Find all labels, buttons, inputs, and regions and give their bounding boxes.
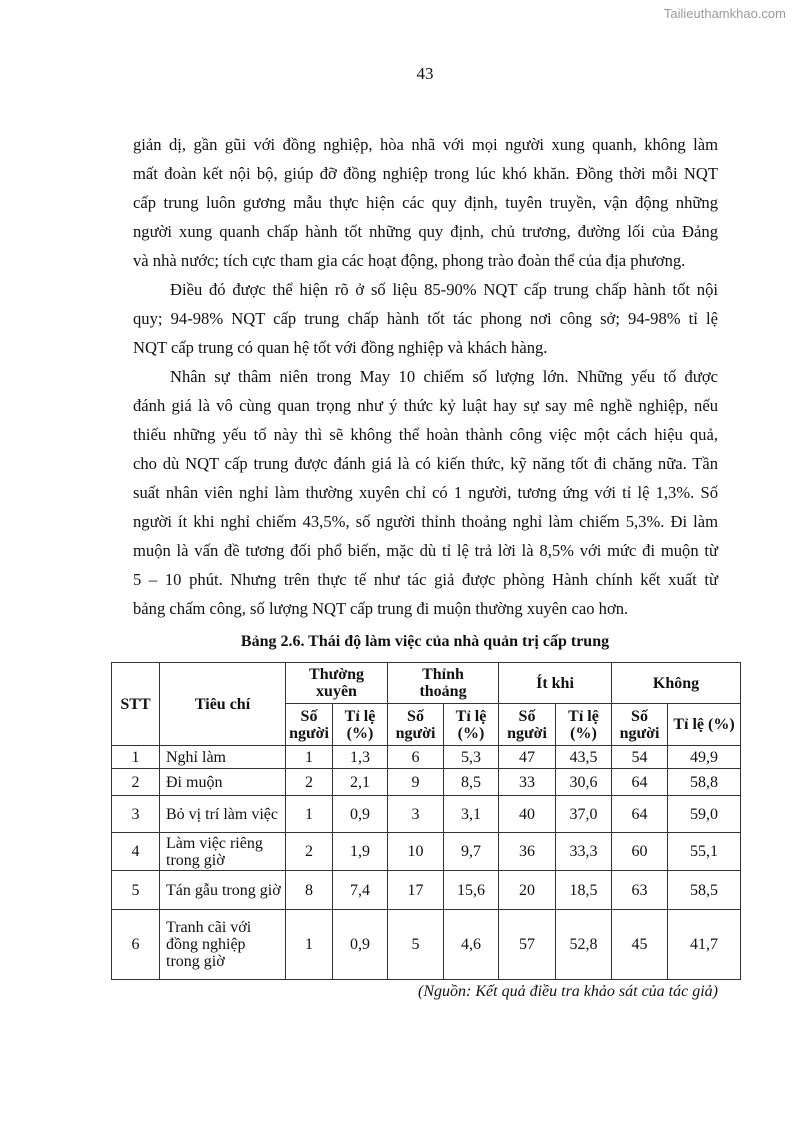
- cell-value: 57: [499, 910, 556, 980]
- table-row: [112, 871, 741, 910]
- page-number: 43: [416, 64, 434, 83]
- text-line: Nhân sự thâm niên trong May 10 chiếm số lượng lớn. Những yếu tố được: [170, 367, 718, 386]
- subheader-count: Số người: [499, 704, 556, 746]
- cell-value: 54: [612, 746, 668, 769]
- cell-value: 45: [612, 910, 668, 980]
- cell-stt: 3: [112, 796, 160, 833]
- subheader-rate: Tỉ lệ (%): [333, 704, 388, 746]
- cell-value: 4,6: [444, 910, 499, 980]
- cell-value: 63: [612, 871, 668, 910]
- cell-value: 7,4: [333, 871, 388, 910]
- cell-value: 47: [499, 746, 556, 769]
- text-line: NQT cấp trung có quan hệ tốt với đồng nghiệp và khách hàng.: [133, 338, 548, 357]
- cell-value: 37,0: [556, 796, 612, 833]
- cell-value: 64: [612, 796, 668, 833]
- cell-value: 60: [612, 833, 668, 871]
- subheader-rate: Tỉ lệ (%): [556, 704, 612, 746]
- cell-stt: 6: [112, 910, 160, 980]
- header-group: Ít khi: [499, 663, 612, 704]
- cell-stt: 5: [112, 871, 160, 910]
- cell-stt: 1: [112, 746, 160, 769]
- text-line: người ít khi nghỉ chiếm 43,5%, số người thỉnh thoảng nghỉ làm chiếm 5,3%. Đi làm: [133, 512, 718, 531]
- header-criteria: Tiêu chí: [160, 663, 286, 746]
- cell-value: 36: [499, 833, 556, 871]
- cell-value: 1: [286, 796, 333, 833]
- table-source: (Nguồn: Kết quả điều tra khảo sát của tác giả): [418, 983, 718, 1000]
- cell-value: 9: [388, 769, 444, 796]
- subheader-rate: Tỉ lệ (%): [668, 704, 741, 746]
- header-group: Thường xuyên: [286, 663, 388, 704]
- cell-value: 55,1: [668, 833, 741, 871]
- cell-value: 2,1: [333, 769, 388, 796]
- watermark: Tailieuthamkhao.com: [663, 6, 786, 21]
- cell-value: 18,5: [556, 871, 612, 910]
- subheader-count: Số người: [388, 704, 444, 746]
- text-line: muộn là vấn đề tương đối phổ biến, mặc dù tỉ lệ trả lời là 8,5% với mức đi muộn từ: [133, 541, 718, 560]
- cell-value: 2: [286, 833, 333, 871]
- cell-value: 33,3: [556, 833, 612, 871]
- cell-value: 5,3: [444, 746, 499, 769]
- subheader-rate: Tỉ lệ (%): [444, 704, 499, 746]
- cell-value: 15,6: [444, 871, 499, 910]
- cell-value: 58,8: [668, 769, 741, 796]
- subheader-count: Số người: [286, 704, 333, 746]
- text-line: cho dù NQT cấp trung được đánh giá là có kiến thức, kỹ năng tốt đi chăng nữa. Tần: [133, 454, 718, 473]
- cell-value: 52,8: [556, 910, 612, 980]
- cell-value: 64: [612, 769, 668, 796]
- cell-value: 40: [499, 796, 556, 833]
- cell-value: 3,1: [444, 796, 499, 833]
- header-stt: STT: [112, 663, 160, 746]
- text-line: 5 – 10 phút. Nhưng trên thực tế như tác giả được phòng Hành chính kết xuất từ: [133, 570, 718, 589]
- cell-criteria: Bỏ vị trí làm việc: [160, 796, 286, 833]
- attitude-table: [111, 662, 741, 980]
- text-line: cấp trung luôn gương mẫu thực hiện các quy định, tuyên truyền, vận động những: [133, 193, 718, 212]
- table-row: [112, 796, 741, 833]
- cell-value: 58,5: [668, 871, 741, 910]
- text-line: thiếu những yếu tố này thì sẽ không thể hoàn thành công việc một cách hiệu quả,: [133, 425, 718, 444]
- cell-value: 1,9: [333, 833, 388, 871]
- cell-value: 1: [286, 910, 333, 980]
- table-caption: Bảng 2.6. Thái độ làm việc của nhà quản trị cấp trung: [240, 633, 610, 650]
- paragraph: [133, 362, 718, 623]
- cell-value: 3: [388, 796, 444, 833]
- cell-value: 0,9: [333, 910, 388, 980]
- text-line: đánh giá là vô cùng quan trọng như ý thức kỷ luật hay sự say mê nghề nghiệp, nếu: [133, 396, 718, 415]
- text-line: bảng chấm công, số lượng NQT cấp trung đi muộn thường xuyên cao hơn.: [133, 599, 629, 618]
- cell-value: 2: [286, 769, 333, 796]
- text-line: suất nhân viên nghỉ làm thường xuyên chỉ có 1 người, tương ứng với tỉ lệ 1,3%. Số: [133, 483, 718, 502]
- table-row: [112, 769, 741, 796]
- cell-value: 41,7: [668, 910, 741, 980]
- cell-criteria: Đi muộn: [160, 769, 286, 796]
- cell-value: 10: [388, 833, 444, 871]
- cell-value: 6: [388, 746, 444, 769]
- table-row: [112, 910, 741, 980]
- cell-value: 8: [286, 871, 333, 910]
- cell-value: 30,6: [556, 769, 612, 796]
- cell-value: 33: [499, 769, 556, 796]
- table-row: [112, 746, 741, 769]
- cell-value: 20: [499, 871, 556, 910]
- paragraph: [133, 130, 718, 275]
- cell-value: 9,7: [444, 833, 499, 871]
- header-group: Thỉnh thoảng: [388, 663, 499, 704]
- cell-criteria: Nghỉ làm: [160, 746, 286, 769]
- cell-criteria: Tranh cãi với đồng nghiệp trong giờ: [160, 910, 286, 980]
- text-line: và nhà nước; tích cực tham gia các hoạt động, phong trào đoàn thể của địa phương.: [133, 251, 686, 270]
- cell-value: 8,5: [444, 769, 499, 796]
- text-line: giản dị, gần gũi với đồng nghiệp, hòa nhã với mọi người xung quanh, không làm: [133, 135, 718, 154]
- cell-stt: 2: [112, 769, 160, 796]
- cell-stt: 4: [112, 833, 160, 871]
- cell-criteria: Tán gẫu trong giờ: [160, 871, 286, 910]
- cell-value: 17: [388, 871, 444, 910]
- header-group: Không: [612, 663, 741, 704]
- cell-value: 59,0: [668, 796, 741, 833]
- table-row: [112, 833, 741, 871]
- cell-value: 1: [286, 746, 333, 769]
- body-text: [133, 130, 718, 623]
- text-line: mất đoàn kết nội bộ, giúp đỡ đồng nghiệp trong lúc khó khăn. Đồng thời mỗi NQT: [133, 164, 718, 183]
- cell-value: 43,5: [556, 746, 612, 769]
- text-line: quy; 94-98% NQT cấp trung chấp hành tốt tác phong nơi công sở; 94-98% tỉ lệ: [133, 309, 718, 328]
- cell-value: 1,3: [333, 746, 388, 769]
- text-line: người xung quanh chấp hành tốt những quy định, chủ trương, đường lối của Đảng: [133, 222, 718, 241]
- cell-criteria: Làm việc riêng trong giờ: [160, 833, 286, 871]
- text-line: Điều đó được thể hiện rõ ở số liệu 85-90% NQT cấp trung chấp hành tốt nội: [170, 280, 718, 299]
- cell-value: 5: [388, 910, 444, 980]
- cell-value: 49,9: [668, 746, 741, 769]
- cell-value: 0,9: [333, 796, 388, 833]
- subheader-count: Số người: [612, 704, 668, 746]
- paragraph: [133, 275, 718, 362]
